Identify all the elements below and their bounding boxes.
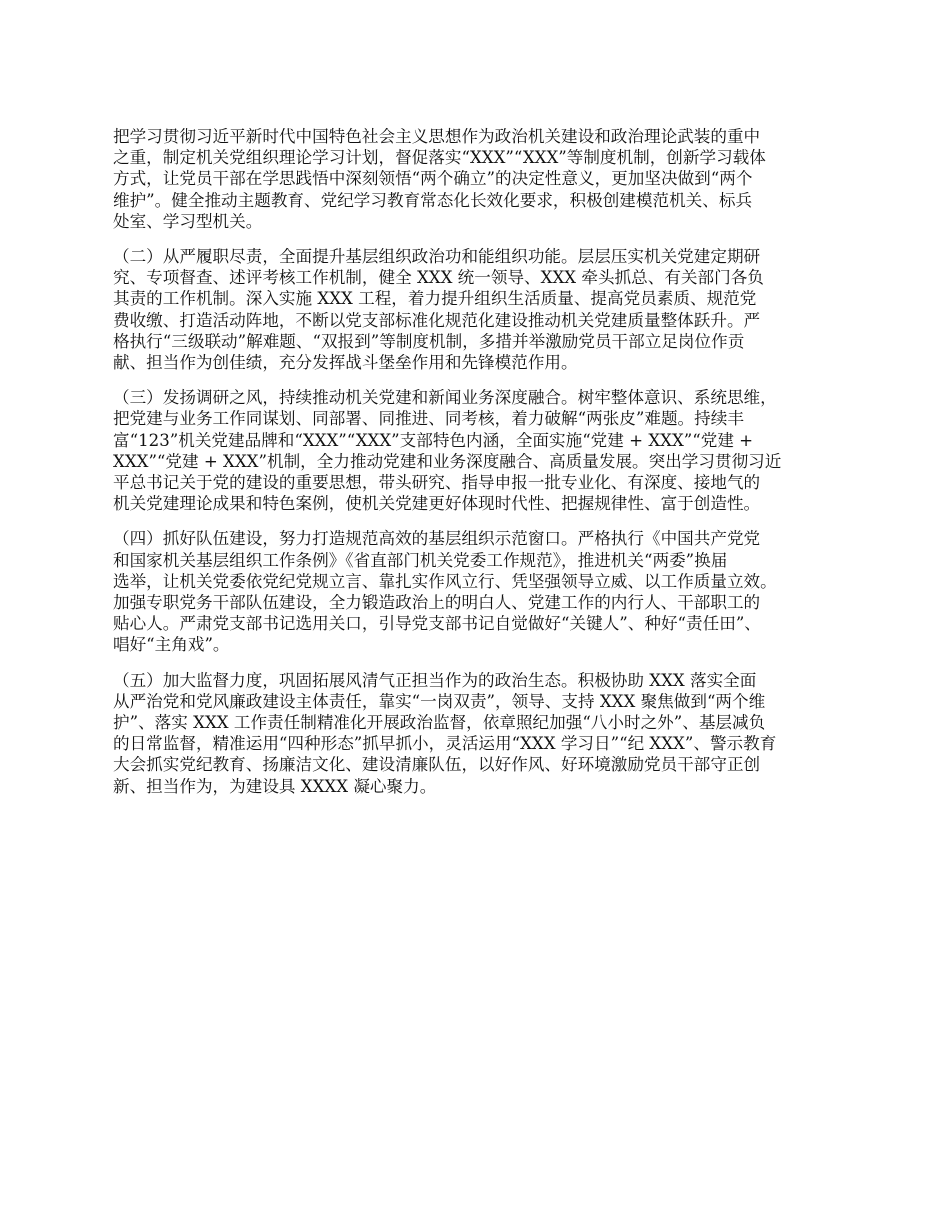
text-line: 的日常监督，精准运用“四种形态”抓早抓小，灵活运用“XXX 学习日”“纪 XXX”、警示教育 xyxy=(113,734,777,754)
text-line: 把党建与业务工作同谋划、同部署、同推进、同考核，着力破解“两张皮”难题。持续丰 xyxy=(113,409,744,429)
text-line: 贴心人。严肃党支部书记选用关口，引导党支部书记自觉做好“关键人”、种好“责任田”、 xyxy=(113,614,761,634)
text-line: 格执行“三级联动”解难题、“双报到”等制度机制，多措并举激励党员干部立足岗位作贡 xyxy=(113,331,745,351)
text-line: （三）发扬调研之风，持续推动机关党建和新闻业务深度融合。树牢整体意识、系统思维， xyxy=(113,388,777,408)
text-line: 把学习贯彻习近平新时代中国特色社会主义思想作为政治机关建设和政治理论武装的重中 xyxy=(113,127,761,146)
paragraph-section-4 xyxy=(113,528,858,655)
paragraph-section-2 xyxy=(113,246,858,373)
document-body xyxy=(113,126,858,811)
text-line: 费收缴、打造活动阵地，不断以党支部标准化规范化建设推动机关党建质量整体跃升。严 xyxy=(113,310,761,330)
text-line: （四）抓好队伍建设，努力打造规范高效的基层组织示范窗口。严格执行《中国共产党党 xyxy=(113,529,761,549)
paragraph-section-3 xyxy=(113,387,858,514)
text-line: 唱好“主角戏”。 xyxy=(113,635,230,655)
text-line: 从严治党和党风廉政建设主体责任，靠实“一岗双责”，领导、支持 XXX 聚焦做到“两个维 xyxy=(113,691,766,711)
text-line: （五）加大监督力度，巩固拓展风清气正担当作为的政治生态。积极协助 XXX 落实全面 xyxy=(113,670,757,690)
paragraph-section-5 xyxy=(113,670,858,797)
text-line: 平总书记关于党的建设的重要思想，带头研究、指导申报一批专业化、有深度、接地气的 xyxy=(113,473,761,493)
text-line: 究、专项督查、述评考核工作机制，健全 XXX 统一领导、XXX 牵头抓总、有关部门各负 xyxy=(113,268,764,288)
text-line: 处室、学习型机关。 xyxy=(113,211,263,231)
text-line: 维护”。健全推动主题教育、党纪学习教育常态化长效化要求，积极创建模范机关、标兵 xyxy=(113,190,753,210)
text-line: 之重，制定机关党组织理论学习计划，督促落实“XXX”“XXX”等制度机制，创新学习载体 xyxy=(113,148,766,168)
text-line: 和国家机关基层组织工作条例》《省直部门机关党委工作规范》，推进机关“两委”换届 xyxy=(113,550,728,570)
text-line: 其责的工作机制。深入实施 XXX 工程，着力提升组织生活质量、提高党员素质、规范党 xyxy=(113,289,757,309)
text-line: 选举，让机关党委依党纪党规立言、靠扎实作风立行、凭坚强领导立威、以工作质量立效。 xyxy=(113,571,777,591)
text-line: （二）从严履职尽责，全面提升基层组织政治功和能组织功能。层层压实机关党建定期研 xyxy=(113,247,761,267)
paragraph-study xyxy=(113,126,858,232)
text-line: 富“123”机关党建品牌和“XXX”“XXX”支部特色内涵，全面实施“党建 + XXX”“党建 + xyxy=(113,430,754,450)
text-line: 大会抓实党纪教育、扬廉洁文化、建设清廉队伍，以好作风、好环境激励党员干部守正创 xyxy=(113,755,761,775)
text-line: 方式，让党员干部在学思践悟中深刻领悟“两个确立”的决定性意义，更加坚决做到“两个 xyxy=(113,169,753,189)
text-line: 机关党建理论成果和特色案例，使机关党建更好体现时代性、把握规律性、富于创造性。 xyxy=(113,494,761,514)
text-line: XXX”“党建 + XXX”机制，全力推动党建和业务深度融合、高质量发展。突出学习贯彻习近 xyxy=(113,451,782,471)
text-line: 新、担当作为，为建设具 XXXX 凝心聚力。 xyxy=(113,776,437,796)
text-line: 护”、落实 XXX 工作责任制精准化开展政治监督，依章照纪加强“八小时之外”、基层减负 xyxy=(113,713,766,733)
text-line: 献、担当作为创佳绩，充分发挥战斗堡垒作用和先锋模范作用。 xyxy=(113,353,578,373)
text-line: 加强专职党务干部队伍建设，全力锻造政治上的明白人、党建工作的内行人、干部职工的 xyxy=(113,593,761,613)
